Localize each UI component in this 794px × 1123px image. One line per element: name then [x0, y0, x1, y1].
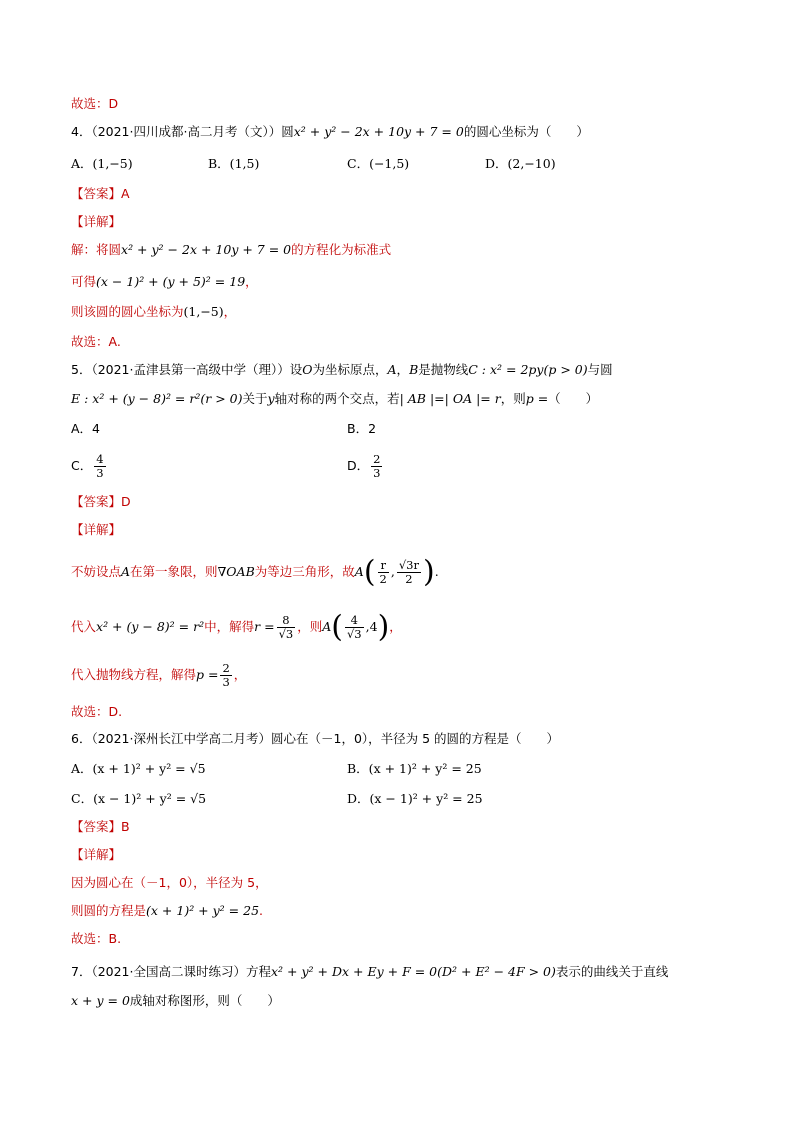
q5-s1-var-a: A	[121, 564, 131, 579]
q5-s2-f-den: √3	[346, 627, 362, 641]
q5-option-b: B．2	[347, 421, 377, 436]
prev-answer-line	[71, 94, 118, 114]
q7-stem-post: 表示的曲线关于直线	[555, 964, 669, 979]
q5-option-d	[347, 448, 384, 484]
q5-s2-mid: 中，解得	[204, 619, 255, 634]
q4-option-c: C．(−1,5)	[347, 156, 410, 171]
q5-option-d-num: 2	[373, 452, 381, 466]
q5-s2-equation: x² + (y − 8)² = r²	[96, 619, 205, 634]
q5-s2-r-den: √3	[278, 627, 294, 641]
q5-s1-sep: ,	[390, 564, 395, 579]
q5-comma: ，	[396, 362, 410, 377]
q5-stem-post: 与圆	[587, 362, 613, 377]
q5-stem2-mid3: ，则	[500, 391, 526, 406]
q5-s1-fraction-1	[378, 559, 389, 586]
q5-s2-r-fraction	[277, 614, 296, 641]
q5-var-p: p =	[525, 391, 549, 406]
q5-s1-mid2: 为等边三角形，故	[254, 564, 355, 579]
q5-s1-pre: 不妨设点	[71, 564, 122, 579]
q5-s1-f1-den: 2	[379, 572, 387, 586]
q6-solution-line-3: 故选：B.	[71, 931, 122, 946]
q5-option-c-label: C．	[71, 458, 93, 473]
q5-option-d-label: D．	[347, 458, 370, 473]
q4-option-b: B．(1,5)	[208, 156, 260, 171]
q4-solution-line-1	[71, 240, 391, 260]
q5-s2-r-num: 8	[277, 614, 296, 628]
q4-s2-post: ，	[245, 274, 258, 289]
q5-s1-f2-den: 2	[405, 572, 413, 586]
q5-s3-post: ，	[233, 667, 247, 682]
q5-s1-var-a2: A	[354, 564, 364, 579]
q6-s2-equation: (x + 1)² + y² = 25	[146, 903, 260, 918]
q5-stem2-mid2: 轴对称的两个交点，若	[274, 391, 400, 406]
q4-solution-line-2	[71, 272, 258, 292]
q5-s1-triangle: ∇OAB	[217, 564, 255, 579]
q5-s2-fraction	[345, 614, 364, 641]
q6-answer: 【答案】B	[71, 819, 130, 834]
q6-solution-line-1: 因为圆心在（－1，0），半径为 5，	[71, 875, 268, 890]
q4-solution-line-3	[71, 302, 236, 322]
q5-solution-line-3	[71, 657, 246, 693]
q4-s3-pre: 则该圆的圆心坐标为	[71, 304, 184, 319]
q6-option-c: C．(x − 1)² + y² = √5	[71, 791, 207, 806]
q5-var-o: O	[302, 362, 313, 377]
q4-s3-post: ，	[223, 304, 237, 319]
q6-option-a: A．(x + 1)² + y² = √5	[71, 761, 206, 776]
q5-s2-post: ，	[389, 619, 402, 634]
q5-var-b: B	[409, 362, 419, 377]
q5-s1-fraction-2	[397, 559, 421, 586]
q4-detail-heading: 【详解】	[71, 214, 122, 229]
q5-circle-equation: E : x² + (y − 8)² = r²(r > 0)	[71, 391, 243, 406]
q7-equation: x² + y² + Dx + Ey + F = 0	[271, 964, 438, 979]
q5-s2-var-a: A	[322, 619, 332, 634]
q4-s1-pre: 解：将圆	[71, 242, 122, 257]
q5-s3-pre: 代入抛物线方程，解得	[71, 667, 197, 682]
q4-option-d: D．(2,−10)	[485, 156, 556, 171]
q5-var-y: y	[267, 391, 275, 406]
q4-equation: x² + y² − 2x + 10y + 7 = 0	[293, 124, 464, 139]
q5-stem-mid1: 为坐标原点，	[312, 362, 388, 377]
q5-solution-line-4: 故选：D.	[71, 704, 123, 719]
q5-solution-line-1	[71, 552, 439, 592]
q6-stem: 6．（2021·深州长江中学高二月考）圆心在（－1，0），半径为 5 的圆的方程是（ ）	[71, 731, 560, 746]
q5-stem-line-2	[71, 389, 598, 409]
q5-stem-mid2: 是抛物线	[418, 362, 469, 377]
q5-solution-line-2	[71, 607, 402, 647]
q5-s2-r: r =	[254, 619, 275, 634]
q7-condition: (D² + E² − 4F > 0)	[437, 964, 556, 979]
q5-s2-pre: 代入	[71, 619, 97, 634]
q4-option-a: A．(1,−5)	[71, 156, 133, 171]
q6-s2-post: .	[259, 903, 264, 918]
q5-s1-mid: 在第一象限，则	[130, 564, 218, 579]
q5-s1-f1-num: r	[378, 559, 389, 573]
q5-var-a: A	[387, 362, 397, 377]
q5-detail-heading: 【详解】	[71, 522, 122, 537]
q4-s1-post: 的方程化为标准式	[291, 242, 392, 257]
q7-line-equation: x + y = 0	[71, 993, 130, 1008]
q7-stem-pre: 7．（2021·全国高二课时练习）方程	[71, 964, 271, 979]
q5-condition: | AB |=| OA |= r	[399, 391, 501, 406]
q4-stem	[71, 122, 589, 142]
q5-s2-right-paren: )	[377, 609, 390, 645]
q4-s3-center: (1,−5)	[183, 304, 224, 319]
q5-s1-right-paren: )	[423, 554, 435, 590]
q5-s2-f-num: 4	[345, 614, 364, 628]
q5-s3-num: 2	[222, 661, 230, 675]
q4-s2-equation: (x − 1)² + (y + 5)² = 19	[96, 274, 246, 289]
q5-option-c	[71, 448, 108, 484]
q5-answer: 【答案】D	[71, 494, 131, 509]
q5-option-c-fraction	[94, 453, 105, 480]
q4-stem-pre: 4．（2021·四川成都·高二月考（文））圆	[71, 124, 294, 139]
q5-s3-p: p =	[196, 667, 219, 682]
q5-stem-line-1	[71, 360, 613, 380]
q5-stem2-mid: 关于	[242, 391, 268, 406]
q5-stem2-post: （ ）	[548, 391, 599, 406]
q4-solution-line-4: 故选：A.	[71, 334, 121, 349]
q4-stem-post: 的圆心坐标为（ ）	[463, 124, 589, 139]
q7-stem2-post: 成轴对称图形，则（ ）	[129, 993, 280, 1008]
q6-s2-pre: 则圆的方程是	[71, 903, 147, 918]
q5-option-d-den: 3	[373, 466, 381, 480]
q6-option-b: B．(x + 1)² + y² = 25	[347, 761, 482, 776]
q5-option-c-num: 4	[96, 452, 104, 466]
q7-stem-line-1	[71, 962, 668, 982]
q5-s2-left-paren: (	[331, 609, 343, 645]
q5-s2-f-tail: ,4	[365, 619, 378, 634]
prev-choice-text: 故选：D	[71, 96, 119, 111]
q4-s1-equation: x² + y² − 2x + 10y + 7 = 0	[121, 242, 292, 257]
q5-s1-left-paren: (	[363, 554, 376, 590]
q6-option-d: D．(x − 1)² + y² = 25	[347, 791, 483, 806]
q6-detail-heading: 【详解】	[71, 847, 122, 862]
q5-s2-mid2: ，则	[297, 619, 323, 634]
q7-stem-line-2	[71, 991, 280, 1011]
q5-stem-pre: 5．（2021·孟津县第一高级中学（理））设	[71, 362, 303, 377]
q5-s1-f2-num: √3r	[398, 558, 419, 572]
q4-s2-pre: 可得	[71, 274, 97, 289]
q5-s1-post: .	[434, 564, 439, 579]
q5-option-c-den: 3	[96, 466, 104, 480]
q5-s3-den: 3	[222, 675, 230, 689]
q4-answer: 【答案】A	[71, 186, 130, 201]
q5-option-a: A．4	[71, 421, 101, 436]
q5-parabola-equation: C : x² = 2py(p > 0)	[468, 362, 588, 377]
q5-option-d-fraction	[371, 453, 382, 480]
q5-s3-fraction	[220, 662, 231, 689]
q6-solution-line-2	[71, 901, 263, 921]
